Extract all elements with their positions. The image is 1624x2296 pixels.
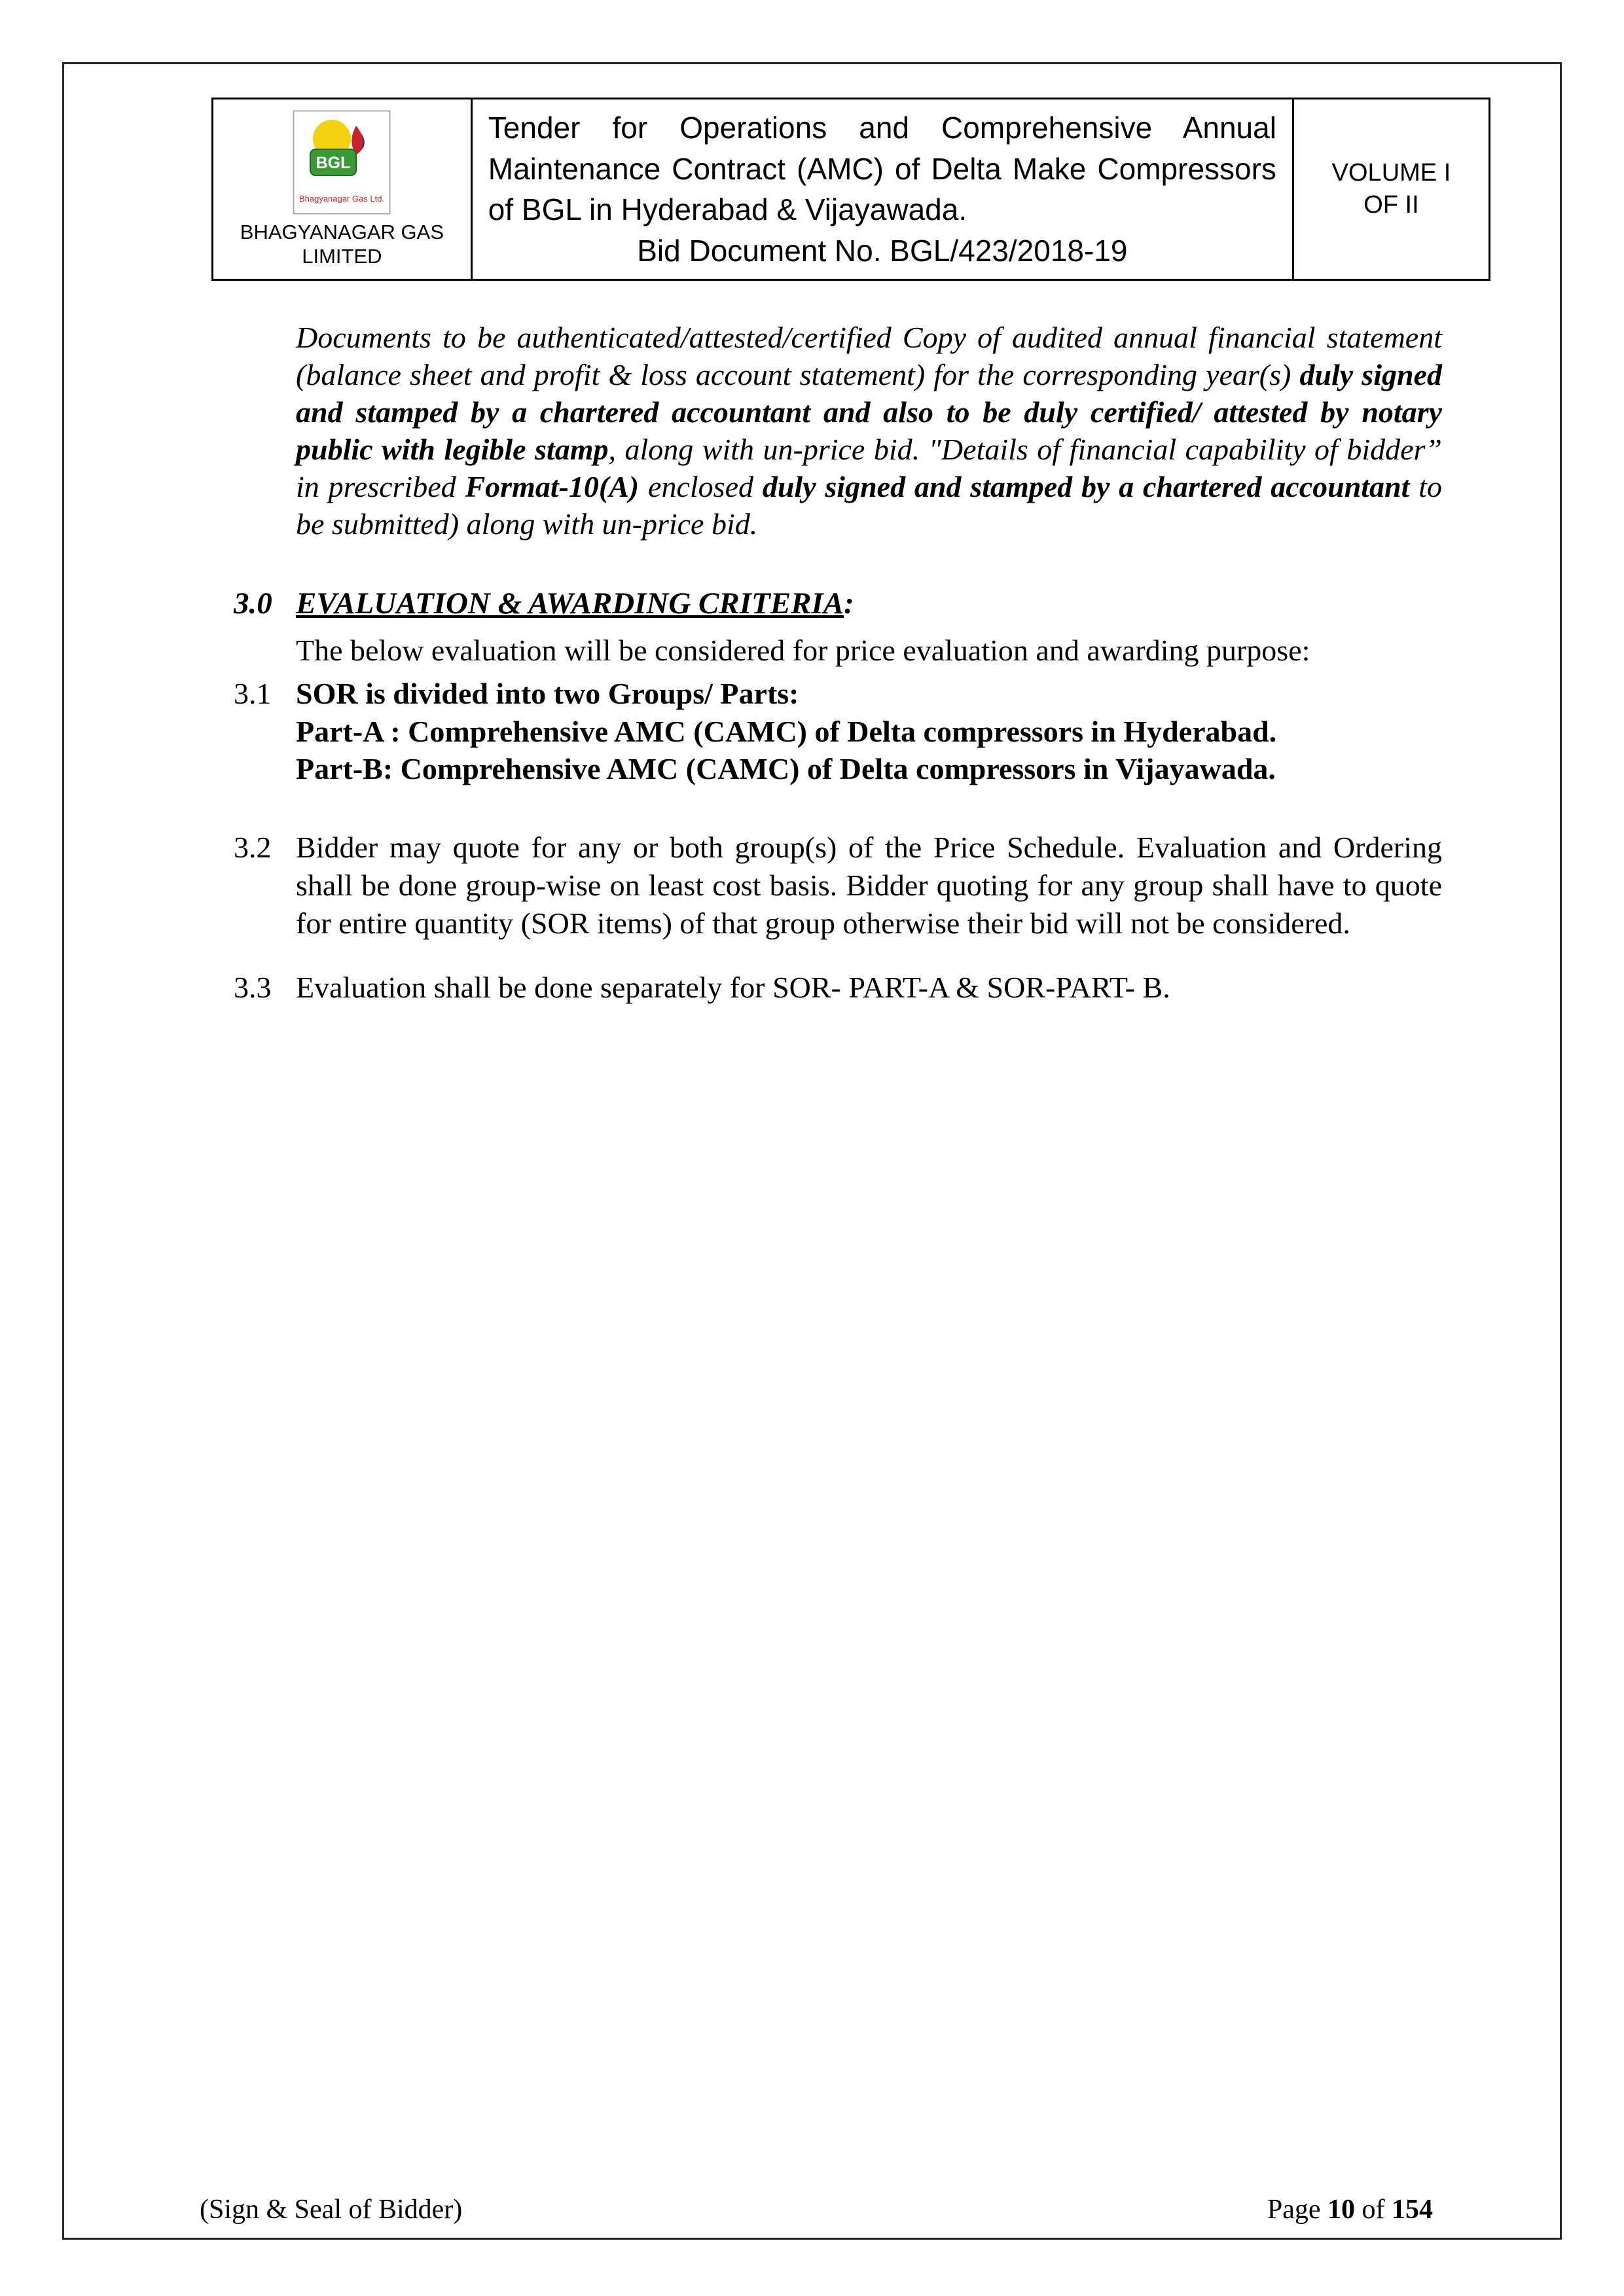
para1-seg8: to be submitted) along with un-price bid. bbox=[296, 470, 1443, 541]
section-3-2 bbox=[234, 829, 1442, 942]
section-3-0-heading bbox=[234, 584, 1442, 623]
section-3-3-number: 3.3 bbox=[234, 971, 272, 1005]
para1-seg6: enclosed bbox=[639, 470, 763, 504]
page-footer bbox=[200, 2194, 1433, 2225]
section-3-0-title bbox=[296, 584, 1442, 623]
section-3-3 bbox=[234, 969, 1442, 1007]
section-3-2-number: 3.2 bbox=[234, 831, 272, 865]
financial-docs-paragraph bbox=[296, 319, 1442, 543]
bid-document-no: Bid Document No. BGL/423/2018-19 bbox=[637, 233, 1128, 268]
company-name-line1: BHAGYANAGAR GAS bbox=[240, 220, 444, 243]
company-name-line2: LIMITED bbox=[302, 245, 382, 268]
header-title-cell bbox=[471, 99, 1294, 279]
company-name bbox=[240, 220, 444, 268]
section-3-2-text: Bidder may quote for any or both group(s) of the Price Schedule. Evaluation and Ordering shall be done group-wise on least cost basis. Bidder quoting for any group shall have to quote for entire quantity (SOR items) of that group otherwise their bid will not be considered. bbox=[296, 831, 1442, 941]
page-label: Page bbox=[1267, 2195, 1327, 2225]
sign-seal-label: (Sign & Seal of Bidder) bbox=[200, 2195, 463, 2225]
volume-line2: OF II bbox=[1363, 191, 1419, 219]
page-indicator bbox=[1267, 2194, 1433, 2225]
para1-seg4: "Details of financial capability of bidder” in prescribed bbox=[296, 433, 1442, 504]
header-table bbox=[211, 98, 1490, 281]
section-3-1-number: 3.1 bbox=[234, 676, 272, 710]
section-3-1-title: SOR is divided into two Groups/ Parts: bbox=[296, 676, 799, 710]
section-3-1-text bbox=[296, 675, 1442, 789]
para1-seg7: duly signed and stamped by a chartered accountant bbox=[762, 470, 1410, 504]
volume-cell bbox=[1294, 99, 1489, 279]
bgl-logo bbox=[293, 110, 391, 215]
page-of-label: of bbox=[1355, 2195, 1392, 2225]
section-3-1-part-a: Part-A : Comprehensive AMC (CAMC) of Delta compressors in Hyderabad. bbox=[296, 714, 1277, 748]
section-3-0-colon: : bbox=[844, 586, 854, 621]
section-3-3-text: Evaluation shall be done separately for SOR- PART-A & SOR-PART- B. bbox=[296, 971, 1170, 1005]
section-3-0-number: 3.0 bbox=[234, 586, 272, 621]
section-3-1-part-b: Part-B: Comprehensive AMC (CAMC) of Delta compressors in Vijayawada. bbox=[296, 752, 1276, 786]
logo-bgl-text: BGL bbox=[316, 153, 351, 172]
tender-title: Tender for Operations and Comprehensive Annual Maintenance Contract (AMC) of Delta Make Compressors of BGL in Hyderabad & Vijayawada. bbox=[488, 111, 1276, 227]
page-number: 10 bbox=[1327, 2195, 1355, 2225]
page-total: 154 bbox=[1392, 2195, 1433, 2225]
section-3-1 bbox=[234, 675, 1442, 789]
para1-seg1: Documents to be authenticated/attested/certified Copy of audited annual financial statement (balance sheet and profit & loss account statement) for the corresponding year(s) bbox=[296, 321, 1442, 392]
volume-line1: VOLUME I bbox=[1331, 158, 1451, 187]
evaluation-intro-line: The below evaluation will be considered for price evaluation and awarding purpose: bbox=[296, 633, 1310, 667]
section-3-0-title-text: EVALUATION & AWARDING CRITERIA bbox=[296, 586, 844, 621]
logo-caption: Bhagyanagar Gas Ltd. bbox=[299, 193, 385, 204]
para1-seg3: , along with un-price bid. bbox=[608, 433, 929, 467]
logo-cell bbox=[213, 99, 471, 279]
para1-seg2: duly signed and stamped by a chartered accountant and also to be duly certified/ attested by notary public with legible stamp bbox=[296, 358, 1442, 467]
para1-seg5: Format-10(A) bbox=[465, 470, 640, 504]
